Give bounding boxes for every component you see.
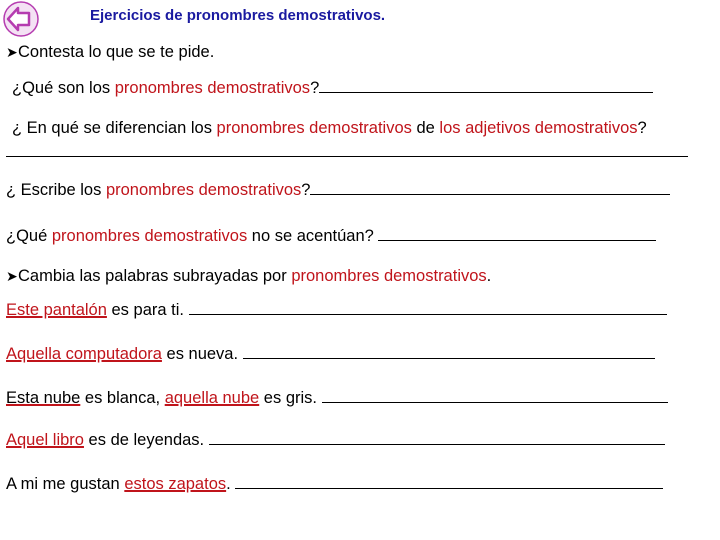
question-1: ¿Qué son los pronombres demostrativos? <box>12 78 653 98</box>
back-arrow-icon[interactable] <box>2 0 40 38</box>
arrow-bullet-icon: ➤ <box>6 44 18 60</box>
page-title: Ejercicios de pronombres demostrativos. <box>90 7 386 24</box>
question-2-answer <box>6 142 688 162</box>
answer-blank[interactable] <box>189 300 667 315</box>
exercise-3: Esta nube es blanca, aquella nube es gris. <box>6 388 668 408</box>
answer-blank[interactable] <box>319 78 653 93</box>
exercise-4: Aquel libro es de leyendas. <box>6 430 665 450</box>
question-2: ¿ En qué se diferencian los pronombres demostrativos de los adjetivos demostrativos? <box>12 119 647 137</box>
exercise-1: Este pantalón es para ti. <box>6 300 667 320</box>
answer-blank[interactable] <box>6 142 688 157</box>
answer-blank[interactable] <box>310 180 670 195</box>
question-3: ¿ Escribe los pronombres demostrativos? <box>6 180 670 200</box>
answer-blank[interactable] <box>235 474 663 489</box>
answer-blank[interactable] <box>243 344 655 359</box>
answer-blank[interactable] <box>209 430 665 445</box>
exercise-2: Aquella computadora es nueva. <box>6 344 655 364</box>
exercise-5: A mi me gustan estos zapatos. <box>6 474 663 494</box>
instruction-1: ➤Contesta lo que se te pide. <box>6 43 215 61</box>
question-4: ¿Qué pronombres demostrativos no se acentúan? <box>6 226 656 246</box>
answer-blank[interactable] <box>322 388 668 403</box>
arrow-bullet-icon: ➤ <box>6 268 18 284</box>
instruction-2: ➤Cambia las palabras subrayadas por pronombres demostrativos. <box>6 267 492 285</box>
answer-blank[interactable] <box>378 226 656 241</box>
